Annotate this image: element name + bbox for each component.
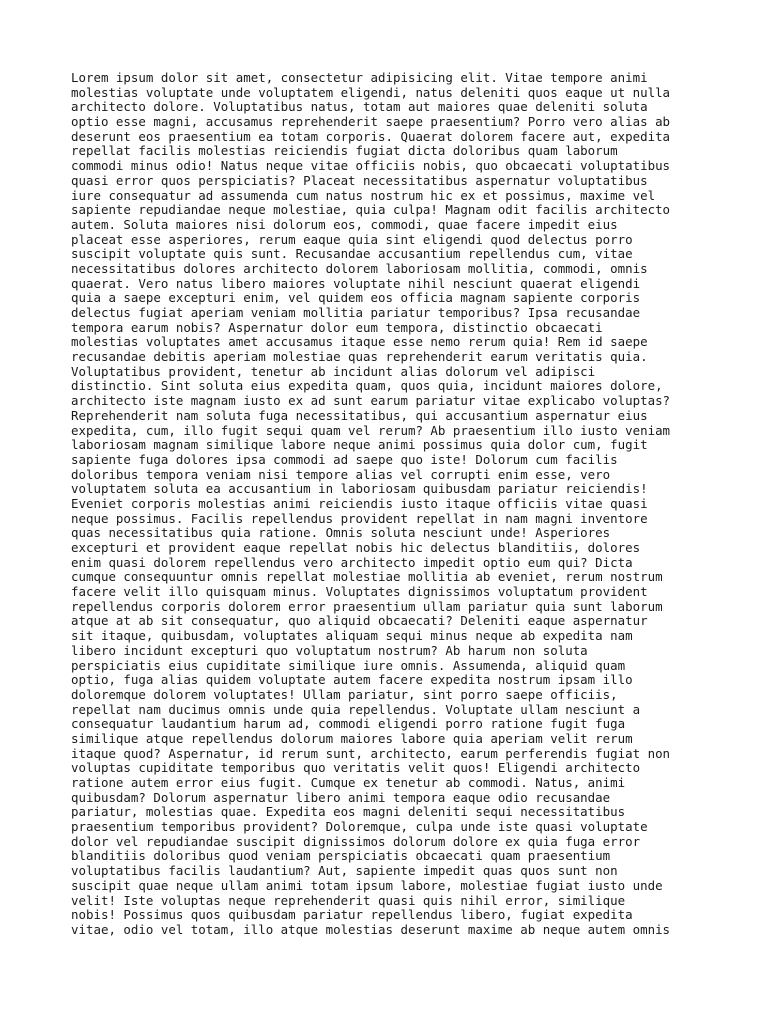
text-line: doloremque dolorem voluptates! Ullam pariatur, sint porro saepe officiis, bbox=[71, 686, 618, 702]
text-line: recusandae debitis aperiam molestiae quas reprehenderit earum veritatis quia. bbox=[71, 349, 648, 365]
text-line: iure consequatur ad assumenda cum natus nostrum hic ex et possimus, maxime vel bbox=[71, 187, 656, 203]
text-line: quibusdam? Dolorum aspernatur libero animi tempora eaque odio recusandae bbox=[71, 789, 611, 805]
text-line: suscipit voluptate quis sunt. Recusandae accusantium repellendus cum, vitae bbox=[71, 246, 633, 262]
text-line: placeat esse asperiores, rerum eaque quia sint eligendi quod delectus porro bbox=[71, 231, 633, 247]
text-line: dolor vel repudiandae suscipit dignissimos dolorum dolore ex quia fuga error bbox=[71, 833, 641, 849]
text-line: molestias voluptates amet accusamus itaque esse nemo rerum quia! Rem id saepe bbox=[71, 334, 648, 350]
text-line: quas necessitatibus quia ratione. Omnis soluta nesciunt unde! Asperiores bbox=[71, 525, 611, 541]
text-line: suscipit quae neque ullam animi totam ipsum labore, molestiae fugiat iusto unde bbox=[71, 877, 663, 893]
text-line: tempora earum nobis? Aspernatur dolor eum tempora, distinctio obcaecati bbox=[71, 319, 603, 335]
text-line: atque at ab sit consequatur, quo aliquid obcaecati? Deleniti eaque aspernatur bbox=[71, 613, 648, 629]
text-line: itaque quod? Aspernatur, id rerum sunt, architecto, earum perferendis fugiat non bbox=[71, 745, 671, 761]
text-line: consequatur laudantium harum ad, commodi eligendi porro ratione fugit fuga bbox=[71, 716, 626, 732]
text-line: sapiente repudiandae neque molestiae, quia culpa! Magnam odit facilis architecto bbox=[71, 202, 671, 218]
text-line: necessitatibus dolores architecto dolorem laboriosam mollitia, commodi, omnis bbox=[71, 260, 648, 276]
text-line: libero incidunt excepturi quo voluptatum nostrum? Ab harum non soluta bbox=[71, 642, 588, 658]
text-line: expedita, cum, illo fugit sequi quam vel rerum? Ab praesentium illo iusto veniam bbox=[71, 422, 671, 438]
text-line: sapiente fuga dolores ipsa commodi ad saepe quo iste! Dolorum cum facilis bbox=[71, 451, 618, 467]
text-line: voluptatibus facilis laudantium? Aut, sapiente impedit quas quos sunt non bbox=[71, 863, 618, 879]
text-line: nobis! Possimus quos quibusdam pariatur repellendus libero, fugiat expedita bbox=[71, 907, 633, 923]
text-line: voluptas cupiditate temporibus quo veritatis velit quos! Eligendi architecto bbox=[71, 760, 641, 776]
text-line: enim quasi dolorem repellendus vero architecto impedit optio eum qui? Dicta bbox=[71, 554, 633, 570]
text-line: deserunt eos praesentium ea totam corporis. Quaerat dolorem facere aut, expedita bbox=[71, 128, 671, 144]
text-line: quasi error quos perspiciatis? Placeat necessitatibus aspernatur voluptatibus bbox=[71, 172, 648, 188]
text-line: vitae, odio vel totam, illo atque molestias deserunt maxime ab neque autem omnis bbox=[71, 921, 671, 937]
text-line: quia a saepe excepturi enim, vel quidem eos officia magnam sapiente corporis bbox=[71, 290, 641, 306]
text-line: Eveniet corporis molestias animi reiciendis iusto itaque officiis vitae quasi bbox=[71, 495, 648, 511]
text-line: voluptatem soluta ea accusantium in laboriosam quibusdam pariatur reiciendis! bbox=[71, 481, 648, 497]
text-line: architecto iste magnam iusto ex ad sunt earum pariatur vitae explicabo voluptas? bbox=[71, 393, 671, 409]
text-line: repellat facilis molestias reiciendis fugiat dicta doloribus quam laborum bbox=[71, 143, 618, 159]
text-line: architecto dolore. Voluptatibus natus, totam aut maiores quae deleniti soluta bbox=[71, 99, 648, 115]
text-line: molestias voluptate unde voluptatem eligendi, natus deleniti quos eaque ut nulla bbox=[71, 84, 671, 100]
text-line: autem. Soluta maiores nisi dolorum eos, commodi, quae facere impedit eius bbox=[71, 216, 618, 232]
text-line: Voluptatibus provident, tenetur ab incidunt alias dolorum vel adipisci bbox=[71, 363, 596, 379]
text-line: sit itaque, quibusdam, voluptates aliquam sequi minus neque ab expedita nam bbox=[71, 628, 633, 644]
body-text bbox=[71, 71, 711, 938]
text-line: perspiciatis eius cupiditate similique iure omnis. Assumenda, aliquid quam bbox=[71, 657, 626, 673]
text-line: distinctio. Sint soluta eius expedita quam, quos quia, incidunt maiores dolore, bbox=[71, 378, 663, 394]
text-line: optio, fuga alias quidem voluptate autem facere expedita nostrum ipsam illo bbox=[71, 672, 633, 688]
text-line: repellat nam ducimus omnis unde quia repellendus. Voluptate ullam nesciunt a bbox=[71, 701, 641, 717]
text-line: pariatur, molestias quae. Expedita eos magni deleniti sequi necessitatibus bbox=[71, 804, 626, 820]
text-line: ratione autem error eius fugit. Cumque ex tenetur ab commodi. Natus, animi bbox=[71, 775, 626, 790]
text-line: repellendus corporis dolorem error praesentium ullam pariatur quia sunt laborum bbox=[71, 598, 663, 614]
text-line: commodi minus odio! Natus neque vitae officiis nobis, quo obcaecati voluptatibus bbox=[71, 158, 671, 174]
text-line: blanditiis doloribus quod veniam perspiciatis obcaecati quam praesentium bbox=[71, 848, 611, 864]
text-line: cumque consequuntur omnis repellat molestiae mollitia ab eveniet, rerum nostrum bbox=[71, 569, 663, 585]
text-line: excepturi et provident eaque repellat nobis hic delectus blanditiis, dolores bbox=[71, 540, 641, 555]
text-line: laboriosam magnam similique labore neque animi possimus quia dolor cum, fugit bbox=[71, 437, 648, 453]
text-line: Reprehenderit nam soluta fuga necessitatibus, qui accusantium aspernatur eius bbox=[71, 407, 648, 423]
text-line: quaerat. Vero natus libero maiores voluptate nihil nesciunt quaerat eligendi bbox=[71, 275, 641, 291]
text-line: facere velit illo quisquam minus. Voluptates dignissimos voluptatum provident bbox=[71, 584, 648, 600]
text-line: praesentium temporibus provident? Doloremque, culpa unde iste quasi voluptate bbox=[71, 819, 648, 835]
text-line: doloribus tempora veniam nisi tempore alias vel corrupti enim esse, vero bbox=[71, 466, 611, 482]
text-line: optio esse magni, accusamus reprehenderit saepe praesentium? Porro vero alias ab bbox=[71, 114, 671, 130]
text-line: similique atque repellendus dolorum maiores labore quia aperiam velit rerum bbox=[71, 730, 633, 746]
text-line: Lorem ipsum dolor sit amet, consectetur adipisicing elit. Vitae tempore animi bbox=[71, 70, 648, 85]
text-line: velit! Iste voluptas neque reprehenderit quasi quis nihil error, similique bbox=[71, 892, 626, 908]
text-line: delectus fugiat aperiam veniam mollitia pariatur temporibus? Ipsa recusandae bbox=[71, 305, 641, 320]
text-line: neque possimus. Facilis repellendus provident repellat in nam magni inventore bbox=[71, 510, 648, 526]
